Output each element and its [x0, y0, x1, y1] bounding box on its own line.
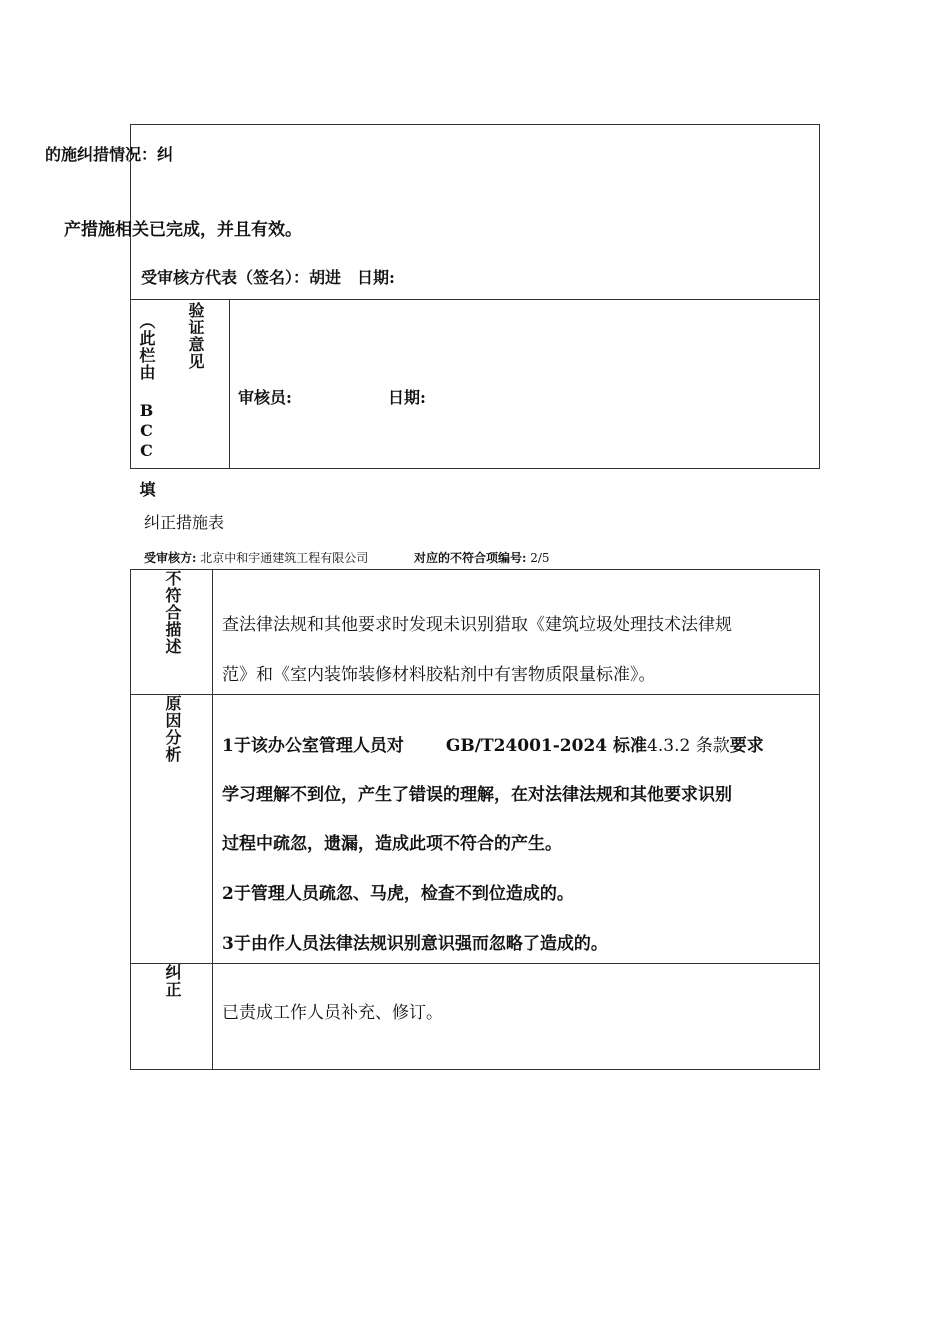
verification-column-divider	[229, 299, 230, 469]
correction-line-1: 已责成工作人员补充、修订。	[222, 1003, 443, 1023]
cause-line-1a: 1于该办公室管理人员对	[222, 736, 404, 756]
verification-header-title: 验证意见	[186, 302, 205, 370]
description-header: 不符合描述	[163, 570, 182, 655]
header-column-divider	[212, 569, 213, 1070]
cause-line-4: 2于管理人员疏忽、马虎，检查不到位造成的。	[222, 884, 574, 904]
cause-header: 原因分析	[163, 695, 182, 763]
top-table-divider	[130, 299, 820, 300]
cause-line-2: 学习理解不到位，产生了错误的理解，在对法律法规和其他要求识别	[222, 785, 732, 805]
cause-line-1c: 4.3.2 条款	[647, 736, 730, 756]
form-title: 纠正措施表	[144, 513, 225, 532]
verification-date-label: 日期:	[388, 388, 426, 407]
top-table	[130, 124, 820, 469]
cause-line-5: 3于由作人员法律法规识别意识强而忽略了造成的。	[222, 934, 608, 954]
cause-line-3: 过程中疏忽，遗漏，造成此项不符合的产生。	[222, 834, 562, 854]
verification-header-note: （此栏由 BCC 填	[137, 313, 156, 498]
correction-header: 纠正	[163, 964, 182, 998]
nc-number-value: 2/5	[530, 551, 550, 565]
overlap-text-line-2: 产措施相关已完成，并且有效。	[64, 220, 302, 240]
auditee-rep-date-label: 日期:	[357, 268, 395, 287]
row-divider-1	[130, 694, 820, 695]
cause-line-1b: GB/T24001-2024 标准	[445, 736, 648, 756]
description-line-2: 范》和《室内装饰装修材料胶粘剂中有害物质限量标准》。	[222, 665, 656, 685]
overlap-text-line-1: 的施纠措情况：纠	[45, 145, 174, 164]
form-meta	[144, 549, 550, 566]
auditee-value: 北京中和宇通建筑工程有限公司	[200, 551, 369, 565]
auditee-label: 受审核方:	[144, 551, 197, 565]
auditee-rep-signature	[141, 265, 395, 288]
cause-line-1d: 要求	[729, 736, 764, 756]
auditor-label: 审核员:	[238, 388, 292, 407]
row-divider-2	[130, 963, 820, 964]
corrective-action-table	[130, 569, 820, 1070]
auditee-rep-name: 胡进	[309, 268, 342, 287]
description-line-1: 查法律法规和其他要求时发现未识别猎取《建筑垃圾处理技术法律规	[222, 615, 732, 635]
nc-number-label: 对应的不符合项编号:	[413, 551, 527, 565]
cause-line-1	[222, 731, 764, 756]
auditee-rep-label: 受审核方代表（签名）：	[141, 268, 310, 287]
